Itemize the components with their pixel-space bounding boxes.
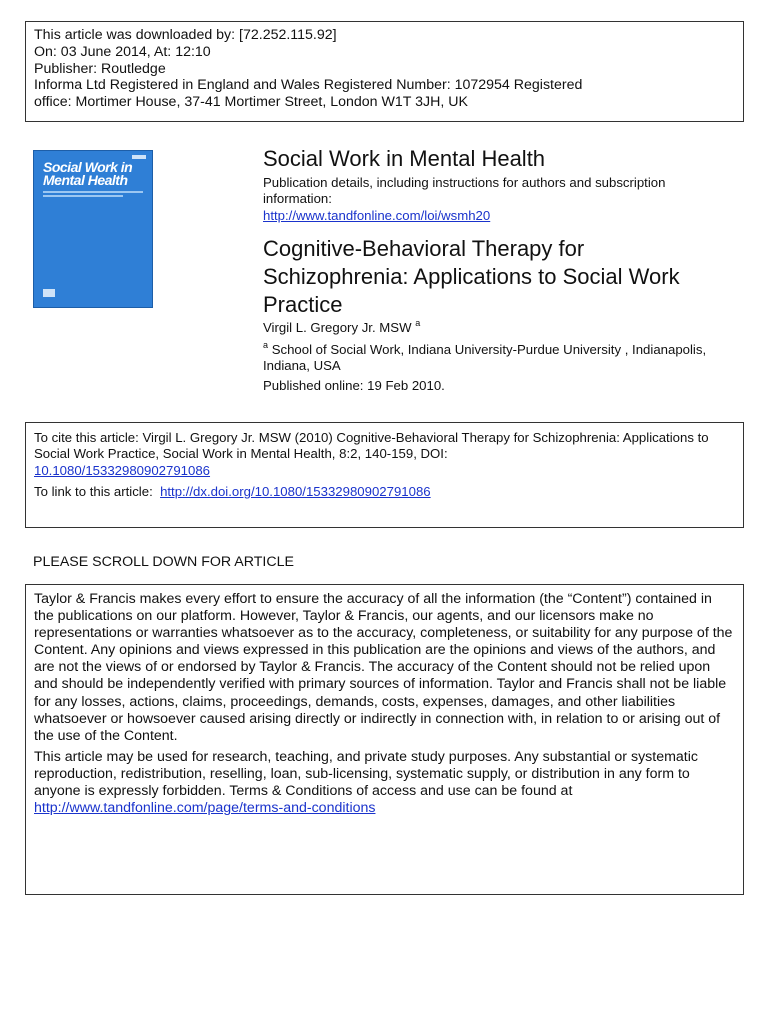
publisher-line: Publisher: Routledge bbox=[34, 60, 166, 77]
journal-title: Social Work in Mental Health bbox=[263, 146, 546, 171]
cover-title: Social Work in Mental Health bbox=[43, 159, 133, 188]
doi-link[interactable]: 10.1080/15332980902791086 bbox=[34, 462, 211, 478]
download-info-box bbox=[25, 21, 744, 122]
usage-paragraph bbox=[34, 749, 735, 817]
citation-text bbox=[34, 430, 735, 479]
registration-line: Informa Ltd Registered in England and Wales Registered Number: 1072954 Registered bbox=[34, 77, 583, 94]
affiliation-marker: a bbox=[263, 340, 269, 350]
author-name: Virgil L. Gregory Jr. MSW bbox=[263, 320, 412, 335]
download-line: This article was downloaded by: [72.252.115.92] bbox=[34, 27, 337, 43]
journal-cover-image bbox=[33, 150, 153, 308]
article-doi-url-link[interactable]: http://dx.doi.org/10.1080/15332980902791086 bbox=[160, 484, 431, 500]
terms-link[interactable]: http://www.tandfonline.com/page/terms-and-conditions bbox=[34, 800, 376, 817]
article-title: Cognitive-Behavioral Therapy for Schizophrenia: Applications to Social Work Practice bbox=[263, 236, 680, 317]
citation-body: To cite this article: Virgil L. Gregory Jr. MSW (2010) Cognitive-Behavioral Therapy for Schizophrenia: Applications to Social Work Practice, Social Work in Mental Health, 8:2, 140-159, DOI: bbox=[34, 430, 709, 462]
author-affiliation-marker: a bbox=[415, 318, 421, 328]
author-line bbox=[263, 320, 420, 336]
publication-details: Publication details, including instructions for authors and subscription information: bbox=[263, 175, 666, 206]
cover-tag bbox=[132, 155, 146, 159]
scroll-notice: PLEASE SCROLL DOWN FOR ARTICLE bbox=[33, 554, 294, 570]
disclaimer-paragraph: Taylor & Francis makes every effort to ensure the accuracy of all the information (the “Content”) contained in the publications on our platform. However, Taylor & Francis, our agents, and our licensors make no representations or warranties whatsoever as to the accuracy, completeness, or suitability for any purpose of the Content. Any opinions and views expressed in this publication are the opinions and views of the authors, and are not the views of or endorsed by Taylor & Francis. The accuracy of the Content should not be relied upon and should be independently verified with primary sources of information. Taylor and Francis shall not be liable for any losses, actions, claims, proceedings, demands, costs, expenses, damages, and other liabilities whatsoever or howsoever caused arising directly or indirectly in connection with, in relation to or arising out of the use of the Content. bbox=[34, 591, 733, 744]
published-date: Published online: 19 Feb 2010. bbox=[263, 378, 445, 393]
link-label: To link to this article: bbox=[34, 484, 153, 500]
journal-url-link[interactable]: http://www.tandfonline.com/loi/wsmh20 bbox=[263, 208, 491, 223]
affiliation-text: School of Social Work, Indiana University-Purdue University , Indianapolis, Indiana, USA bbox=[263, 342, 707, 373]
publisher-logo-icon bbox=[43, 289, 55, 297]
download-date-line: On: 03 June 2014, At: 12:10 bbox=[34, 43, 211, 60]
disclaimer-box bbox=[25, 584, 744, 895]
usage-text: This article may be used for research, teaching, and private study purposes. Any substantial or systematic reproduction, redistribution, reselling, loan, sub-licensing, systematic supply, or distribution in any form to anyone is expressly forbidden. Terms & Conditions of access and use can be found at bbox=[34, 748, 698, 800]
cover-strip bbox=[43, 191, 143, 193]
affiliation bbox=[263, 342, 733, 374]
citation-box bbox=[25, 422, 744, 528]
article-link-row bbox=[34, 484, 735, 500]
office-line: office: Mortimer House, 37-41 Mortimer Street, London W1T 3JH, UK bbox=[34, 94, 468, 111]
cover-strip bbox=[43, 195, 123, 197]
